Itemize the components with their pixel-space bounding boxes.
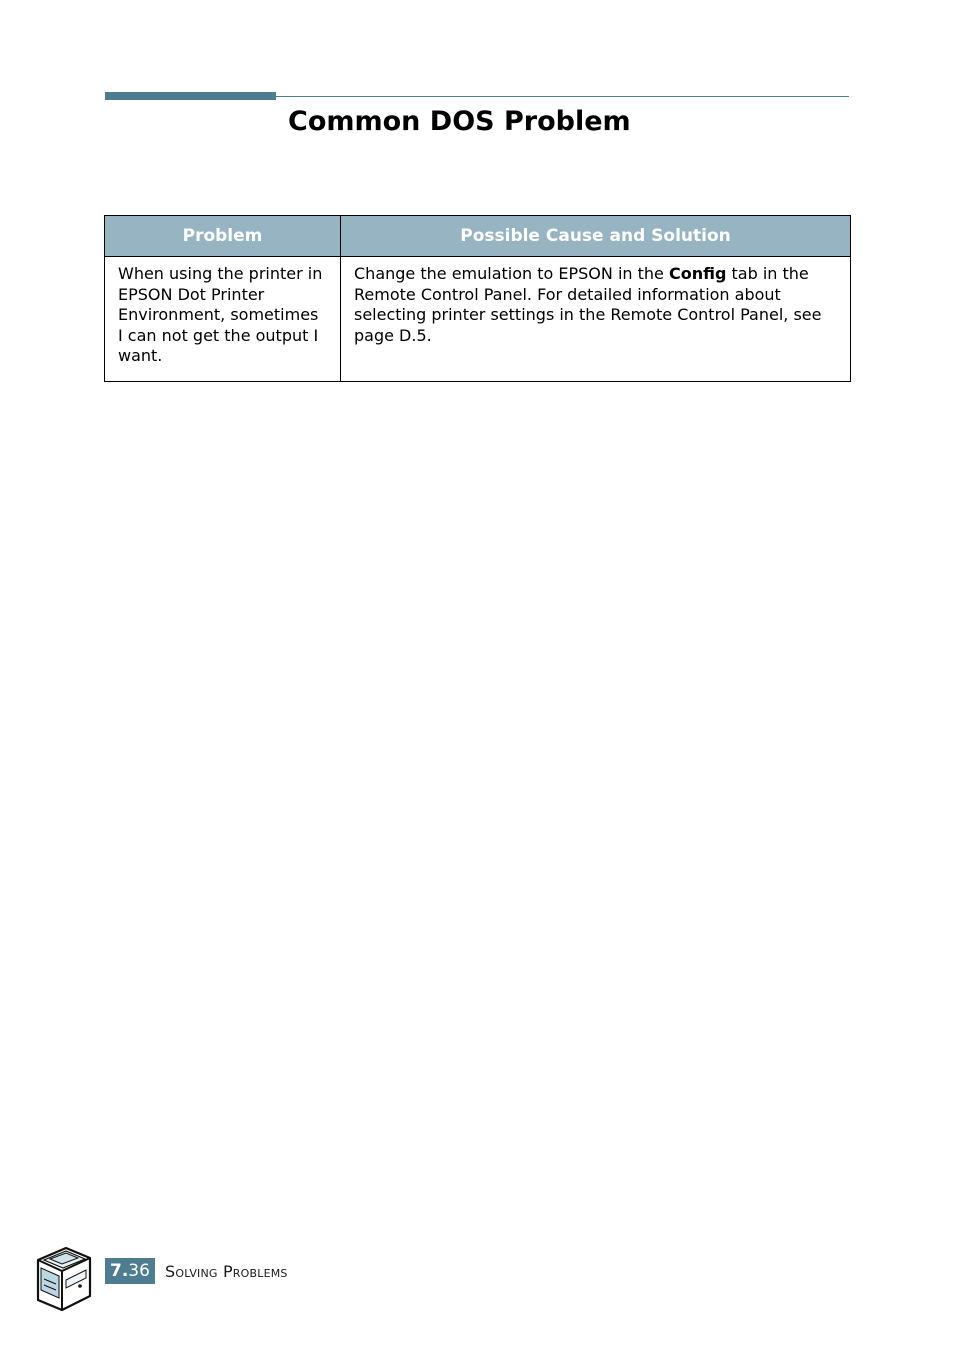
solution-text-before: Change the emulation to EPSON in the	[354, 264, 669, 283]
page-title: Common DOS Problem	[288, 106, 631, 137]
problem-cell: When using the printer in EPSON Dot Printer Environment, sometimes I can not get the output I want.	[105, 257, 341, 382]
solution-cell	[341, 257, 851, 382]
table-row	[105, 257, 851, 382]
chapter-number: 7.	[110, 1261, 129, 1281]
page-footer	[0, 1230, 954, 1320]
column-header-problem: Problem	[105, 216, 341, 257]
column-header-solution: Possible Cause and Solution	[341, 216, 851, 257]
page-number: 36	[128, 1261, 150, 1281]
solution-text-after: tab in the Remote Control Panel. For detailed information about selecting printer settings in the Remote Control Panel, see page D.5.	[354, 264, 822, 345]
solution-config-term: Config	[668, 264, 727, 283]
section-name: Solving Problems	[165, 1262, 288, 1281]
table-header-row	[105, 216, 851, 257]
printer-icon	[30, 1238, 96, 1312]
heading-rule-thick	[105, 92, 276, 100]
page-number-badge	[105, 1258, 155, 1284]
heading-rule-thin	[276, 96, 849, 97]
problem-table	[104, 215, 851, 382]
